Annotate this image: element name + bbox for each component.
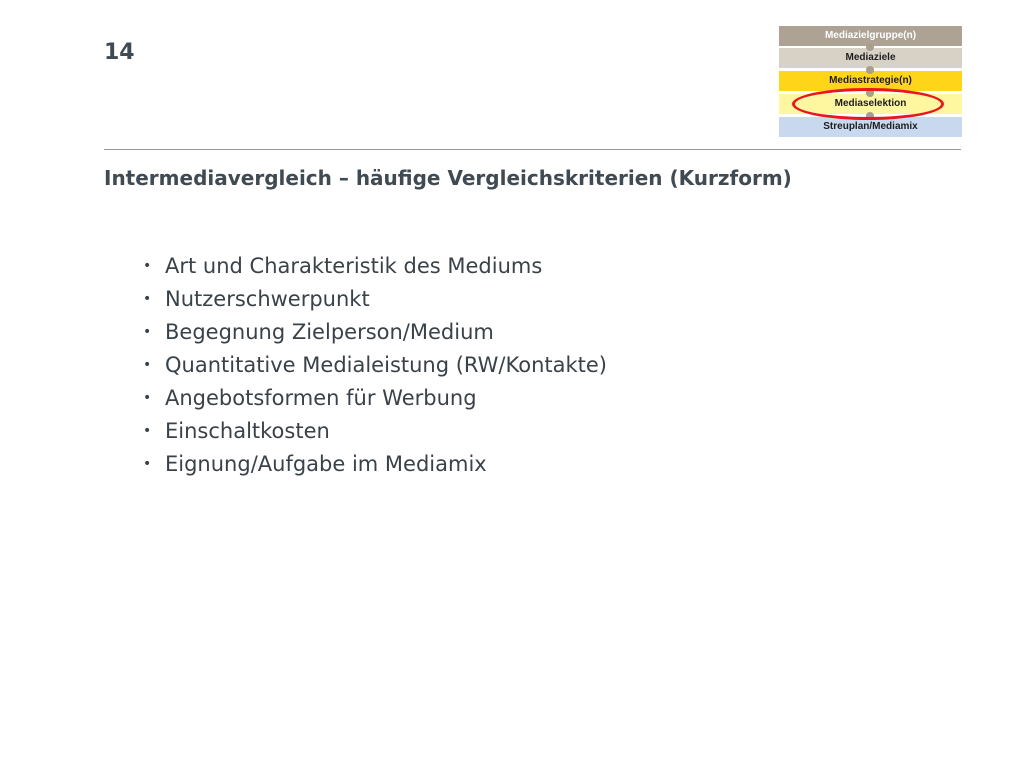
- list-item: [141, 382, 607, 415]
- connector-dot: [866, 43, 874, 51]
- list-item-text: Nutzerschwerpunkt: [165, 287, 370, 311]
- list-item-text: Quantitative Medialeistung (RW/Kontakte): [165, 353, 608, 377]
- list-item-text: Begegnung Zielperson/Medium: [165, 320, 494, 344]
- list-item-text: Eignung/Aufgabe im Mediamix: [165, 452, 487, 476]
- criteria-list: [141, 250, 607, 481]
- step-mediazielgruppen: Mediazielgruppe(n): [779, 26, 962, 46]
- slide-title: Intermediavergleich – häufige Vergleichskriterien (Kurzform): [104, 166, 792, 190]
- step-mediaselektion: Mediaselektion: [779, 94, 962, 114]
- list-item: [141, 448, 607, 481]
- current-step-highlight-ellipse: [792, 88, 944, 120]
- step-streuplan-mediamix: Streuplan/Mediamix: [779, 117, 962, 137]
- bullet-icon: •: [143, 258, 152, 274]
- list-item: [141, 415, 607, 448]
- bullet-icon: •: [143, 423, 152, 439]
- bullet-icon: •: [143, 324, 152, 340]
- bullet-icon: •: [143, 456, 152, 472]
- step-mediaziele: Mediaziele: [779, 48, 962, 68]
- list-item-text: Art und Charakteristik des Mediums: [165, 254, 543, 278]
- bullet-icon: •: [143, 390, 152, 406]
- step-mediastrategie: Mediastrategie(n): [779, 71, 962, 91]
- list-item-text: Einschaltkosten: [165, 419, 330, 443]
- header-divider: [104, 149, 961, 150]
- bullet-icon: •: [143, 291, 152, 307]
- list-item: [141, 250, 607, 283]
- list-item: [141, 349, 607, 382]
- media-planning-process-diagram: [779, 26, 962, 138]
- list-item: [141, 283, 607, 316]
- slide-number: 14: [104, 40, 135, 65]
- list-item: [141, 316, 607, 349]
- connector-dot: [866, 66, 874, 74]
- bullet-icon: •: [143, 357, 152, 373]
- list-item-text: Angebotsformen für Werbung: [165, 386, 477, 410]
